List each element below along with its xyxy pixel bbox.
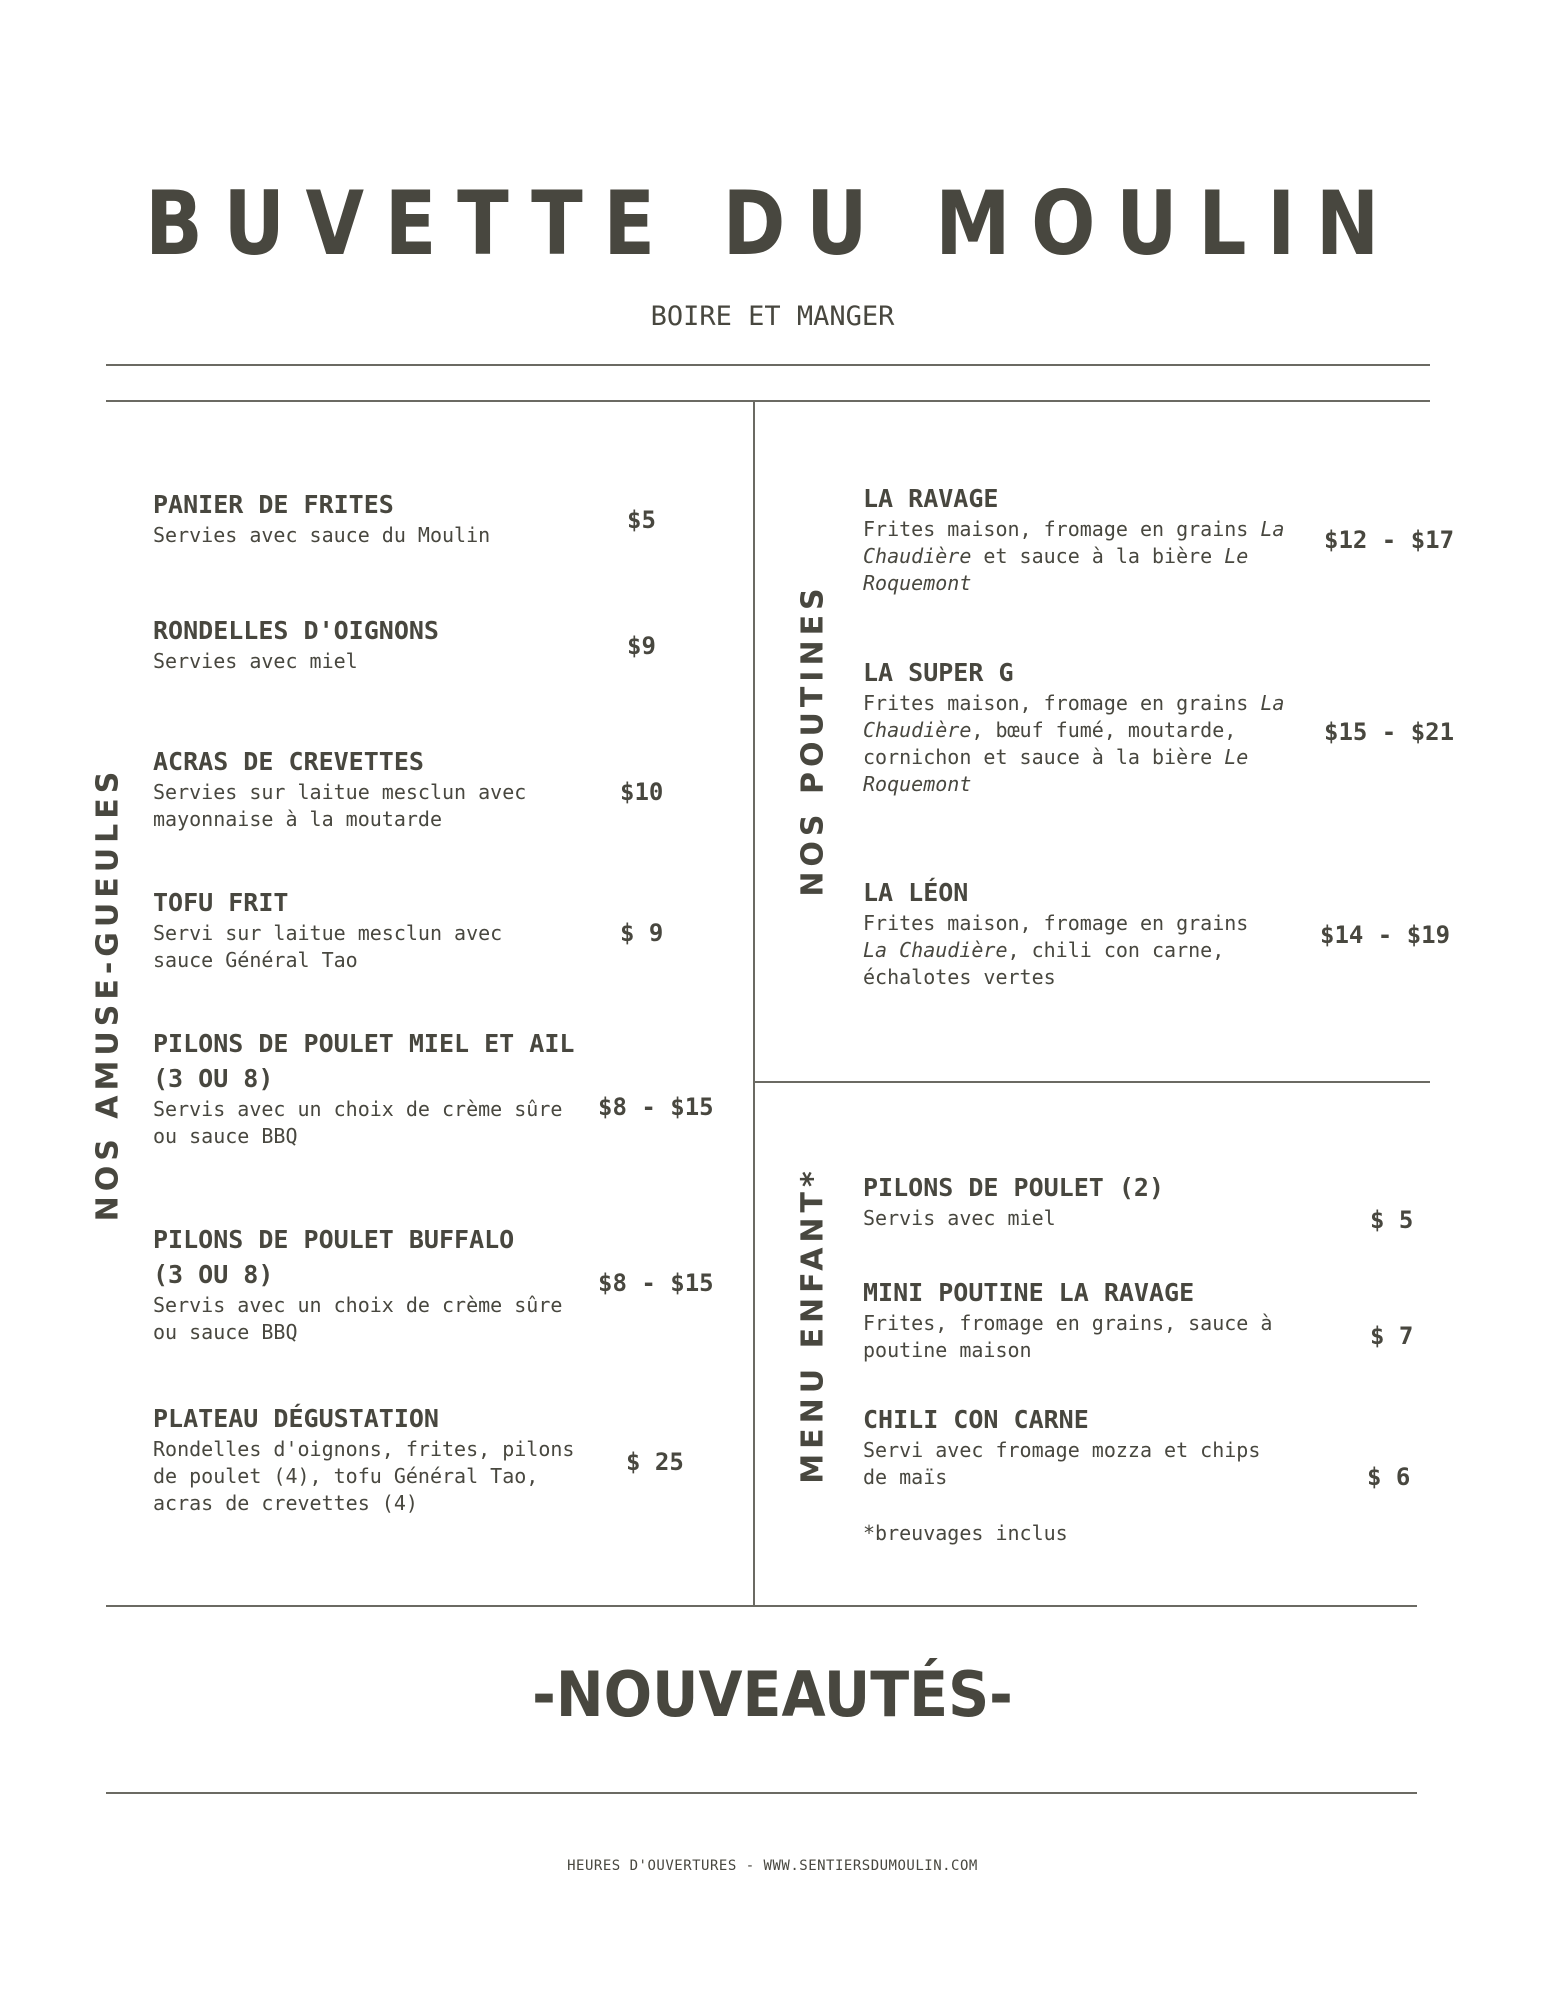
item-price: $10: [620, 778, 664, 806]
item-name: PILONS DE POULET (2): [863, 1173, 1165, 1202]
item-description: Servis avec un choix de crème sûre: [153, 1097, 563, 1121]
item-name: PILONS DE POULET BUFFALO: [153, 1225, 515, 1254]
item-description-italic: Chaudière: [863, 718, 972, 742]
menu-item: [863, 655, 1284, 798]
menu-item: [863, 1402, 1260, 1491]
footer-text: HEURES D'OUVERTURES - WWW.SENTIERSDUMOULIN.COM: [567, 1858, 978, 1874]
item-description-italic: Le: [1224, 745, 1249, 769]
item-name: ACRAS DE CREVETTES: [153, 747, 424, 776]
item-description: Frites maison, fromage en grains: [863, 911, 1249, 935]
item-description: de poulet (4), tofu Général Tao,: [153, 1464, 539, 1488]
section-heading-amuse: NOS AMUSE-GUEULES: [90, 766, 126, 1222]
menu-item: [863, 481, 1284, 597]
item-description: Frites maison, fromage en grains: [863, 691, 1261, 715]
nouveautes-heading: -NOUVEAUTÉS-: [532, 1658, 1013, 1731]
item-description: Servies sur laitue mesclun avec: [153, 780, 527, 804]
item-description-italic: La: [1260, 691, 1285, 715]
item-name: CHILI CON CARNE: [863, 1405, 1089, 1434]
item-description-italic: La Chaudière: [863, 938, 1008, 962]
item-description: Servies avec sauce du Moulin: [153, 523, 491, 547]
item-price: $14 - $19: [1320, 921, 1451, 949]
item-name: RONDELLES D'OIGNONS: [153, 616, 439, 645]
item-description: Frites maison, fromage en grains: [863, 517, 1261, 541]
item-price: $12 - $17: [1324, 526, 1455, 554]
divider-vertical: [753, 400, 755, 1606]
item-price: $ 25: [626, 1448, 684, 1476]
divider-bottom-1: [106, 1605, 1417, 1607]
item-description: Servis avec miel: [863, 1206, 1056, 1230]
item-description-italic: Roquemont: [863, 772, 972, 796]
item-description: acras de crevettes (4): [153, 1491, 418, 1515]
restaurant-subtitle: BOIRE ET MANGER: [650, 301, 895, 332]
item-name: TOFU FRIT: [153, 888, 289, 917]
section-heading-poutines: NOS POUTINES: [795, 583, 831, 897]
item-description: échalotes vertes: [863, 965, 1056, 989]
item-description: de maïs: [863, 1465, 948, 1489]
item-price: $5: [627, 506, 656, 534]
item-description: Frites, fromage en grains, sauce à: [863, 1311, 1273, 1335]
item-name: PILONS DE POULET MIEL ET AIL: [153, 1029, 575, 1058]
menu-item: [863, 1275, 1272, 1364]
item-description: Servis avec un choix de crème sûre: [153, 1293, 563, 1317]
item-description: ou sauce BBQ: [153, 1124, 298, 1148]
item-name: LA RAVAGE: [863, 484, 999, 513]
item-description-italic: Le: [1224, 544, 1249, 568]
menu-item: [863, 1170, 1164, 1232]
divider-poutine-enfant: [755, 1081, 1430, 1083]
item-description: mayonnaise à la moutarde: [153, 807, 442, 831]
item-description: sauce Général Tao: [153, 948, 358, 972]
restaurant-title: BUVETTE DU MOULIN: [145, 172, 1400, 275]
menu-item: [153, 1026, 574, 1150]
item-price: $8 - $15: [598, 1269, 714, 1297]
item-description: et sauce à la bière: [971, 544, 1225, 568]
divider-bottom-2: [106, 1792, 1417, 1794]
item-name: PANIER DE FRITES: [153, 490, 394, 519]
item-name: MINI POUTINE LA RAVAGE: [863, 1278, 1195, 1307]
item-description: Servies avec miel: [153, 649, 358, 673]
item-description: Servi sur laitue mesclun avec: [153, 921, 503, 945]
item-price: $ 6: [1367, 1463, 1411, 1491]
divider-top-1: [106, 364, 1430, 366]
item-name: PLATEAU DÉGUSTATION: [153, 1404, 439, 1433]
item-description: , bœuf fumé, moutarde,: [971, 718, 1237, 742]
item-price: $ 5: [1370, 1206, 1414, 1234]
item-price: $ 9: [620, 919, 664, 947]
item-description: Servi avec fromage mozza et chips: [863, 1438, 1261, 1462]
item-description: cornichon et sauce à la bière: [863, 745, 1225, 769]
item-name: LA SUPER G: [863, 658, 1014, 687]
item-description: poutine maison: [863, 1338, 1032, 1362]
divider-top-2: [106, 400, 1430, 402]
item-description-italic: Chaudière: [863, 544, 972, 568]
item-description-italic: Roquemont: [863, 571, 972, 595]
item-price: $15 - $21: [1324, 718, 1455, 746]
menu-item: [863, 875, 1248, 991]
item-description-italic: La: [1260, 517, 1285, 541]
menu-item: [153, 1401, 574, 1517]
item-price: $9: [627, 632, 656, 660]
item-description: Rondelles d'oignons, frites, pilons: [153, 1437, 575, 1461]
item-description: ou sauce BBQ: [153, 1320, 298, 1344]
kids-menu-note: *breuvages inclus: [863, 1521, 1068, 1545]
item-name: LA LÉON: [863, 878, 969, 907]
menu-item: [153, 487, 490, 549]
menu-item: [153, 1222, 562, 1346]
item-price: $ 7: [1370, 1322, 1414, 1350]
item-price: $8 - $15: [598, 1093, 714, 1121]
item-name-line2: (3 OU 8): [153, 1260, 274, 1289]
section-heading-enfant: MENU ENFANT*: [795, 1166, 831, 1484]
item-description: , chili con carne,: [1007, 938, 1225, 962]
menu-item: [153, 613, 439, 675]
menu-item: [153, 744, 526, 833]
menu-item: [153, 885, 502, 974]
item-name-line2: (3 OU 8): [153, 1064, 274, 1093]
